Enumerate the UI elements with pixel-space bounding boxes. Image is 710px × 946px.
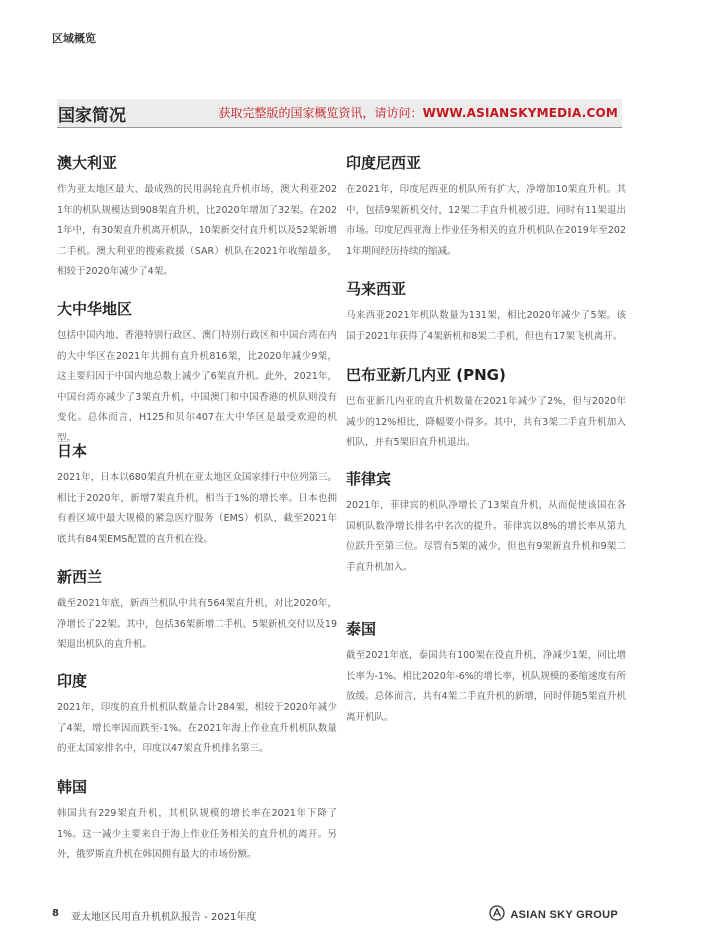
asian-sky-group-logo-icon [489, 905, 505, 925]
section-greater-china [57, 298, 337, 449]
section-title: 新西兰 [57, 568, 103, 586]
section-title: 菲律宾 [346, 470, 392, 488]
header-cta [219, 104, 618, 121]
section-body: 2021年，菲律宾的机队净增长了13架直升机，从而促使该国在各国机队数净增长排名中名次的提升。菲律宾以8%的增长率从第九位跃升至第三位。尽管有5架的减少，但也有9架新直升机和9架二手直升机加入。 [346, 500, 626, 573]
section-title: 印度尼西亚 [346, 154, 422, 172]
header-divider [57, 127, 622, 128]
section-thailand [346, 618, 626, 728]
section-title: 澳大利亚 [57, 154, 118, 172]
section-title: 巴布亚新几内亚 (PNG) [346, 366, 506, 384]
page-title: 国家简况 [58, 106, 126, 126]
section-title: 泰国 [346, 620, 377, 638]
section-india [57, 670, 337, 760]
section-title: 马来西亚 [346, 280, 407, 298]
section-label: 区域概览 [52, 32, 96, 45]
section-body: 在2021年，印度尼西亚的机队所有扩大，净增加10架直升机。其中，包括9架新机交付，12架二手直升机被引进，同时有11架退出市场。印度尼西亚海上作业任务相关的直升机机队在2019年至2021年期间经历持续的缩减。 [346, 184, 626, 257]
section-body: 马来西亚2021年机队数量为131架，相比2020年减少了5架。该国于2021年获得了4架新机和8架二手机，但也有17架飞机离开。 [346, 310, 626, 342]
section-title: 大中华地区 [57, 300, 133, 318]
brand [489, 905, 618, 925]
section-body: 巴布亚新几内亚的直升机数量在2021年减少了2%，但与2020年减少的12%相比，降幅要小得多。其中，共有3架二手直升机加入机队，并有5架旧直升机退出。 [346, 396, 626, 448]
section-new-zealand [57, 566, 337, 656]
section-malaysia [346, 278, 626, 347]
section-body: 包括中国内地、香港特别行政区、澳门特别行政区和中国台湾在内的大中华区在2021年共拥有直升机816架，比2020年减少9架，这主要归因于中国内地总数上减少了6架直升机。此外，2021年，中国台湾亦减少了3架直升机，中国澳门和中国香港的机队则没有变化。总体而言，H125和贝尔407在大中华区是最受欢迎的机型。 [57, 330, 337, 444]
section-png [346, 364, 626, 454]
brand-name: ASIAN SKY GROUP [510, 909, 618, 921]
section-title: 印度 [57, 672, 88, 690]
section-philippines [346, 468, 626, 578]
section-title: 日本 [57, 442, 88, 460]
cta-url-link[interactable]: WWW.ASIANSKYMEDIA.COM [422, 106, 618, 120]
section-indonesia [346, 152, 626, 262]
section-body: 截至2021年底，泰国共有100架在役直升机，净减少1架，同比增长率为-1%。相比2020年-6%的增长率，机队规模的萎缩速度有所放缓。总体而言，共有4架二手直升机的新增，同时伴随5架直升机离开机队。 [346, 650, 626, 723]
section-korea [57, 776, 337, 866]
section-body: 韩国共有229架直升机，其机队规模的增长率在2021年下降了1%。这一减少主要来自于海上作业任务相关的直升机的离开。另外，俄罗斯直升机在韩国拥有最大的市场份额。 [57, 808, 337, 860]
section-body: 作为亚太地区最大、最成熟的民用涡轮直升机市场，澳大利亚2021年的机队规模达到908架直升机，比2020年增加了32架。在2021年中，有30架直升机离开机队，10架新交付直升机以及52架新增二手机。澳大利亚的搜索救援（SAR）机队在2021年收缩最多，相较于2020年减少了4架。 [57, 184, 337, 277]
section-title: 韩国 [57, 778, 88, 796]
report-title: 亚太地区民用直升机机队报告 - 2021年度 [71, 912, 257, 923]
section-australia [57, 152, 337, 283]
cta-text: 获取完整版的国家概览资讯，请访问： [218, 106, 423, 120]
section-body: 2021年，印度的直升机机队数量合计284架，相较于2020年减少了4架，增长率因而跌至-1%。在2021年海上作业直升机机队数量的亚太国家排名中，印度以47架直升机排名第三。 [57, 702, 337, 754]
section-body: 2021年，日本以680架直升机在亚太地区众国家排行中位列第三。相比于2020年，新增7架直升机，相当于1%的增长率。日本也拥有着区域中最大规模的紧急医疗服务（EMS）机队，截至2021年底共有84架EMS配置的直升机在役。 [57, 472, 337, 545]
section-body: 截至2021年底，新西兰机队中共有564架直升机，对比2020年，净增长了22架。其中，包括36架新增二手机、5架新机交付以及19架退出机队的直升机。 [57, 598, 337, 650]
page-number: 8 [52, 908, 59, 919]
section-japan [57, 440, 337, 550]
